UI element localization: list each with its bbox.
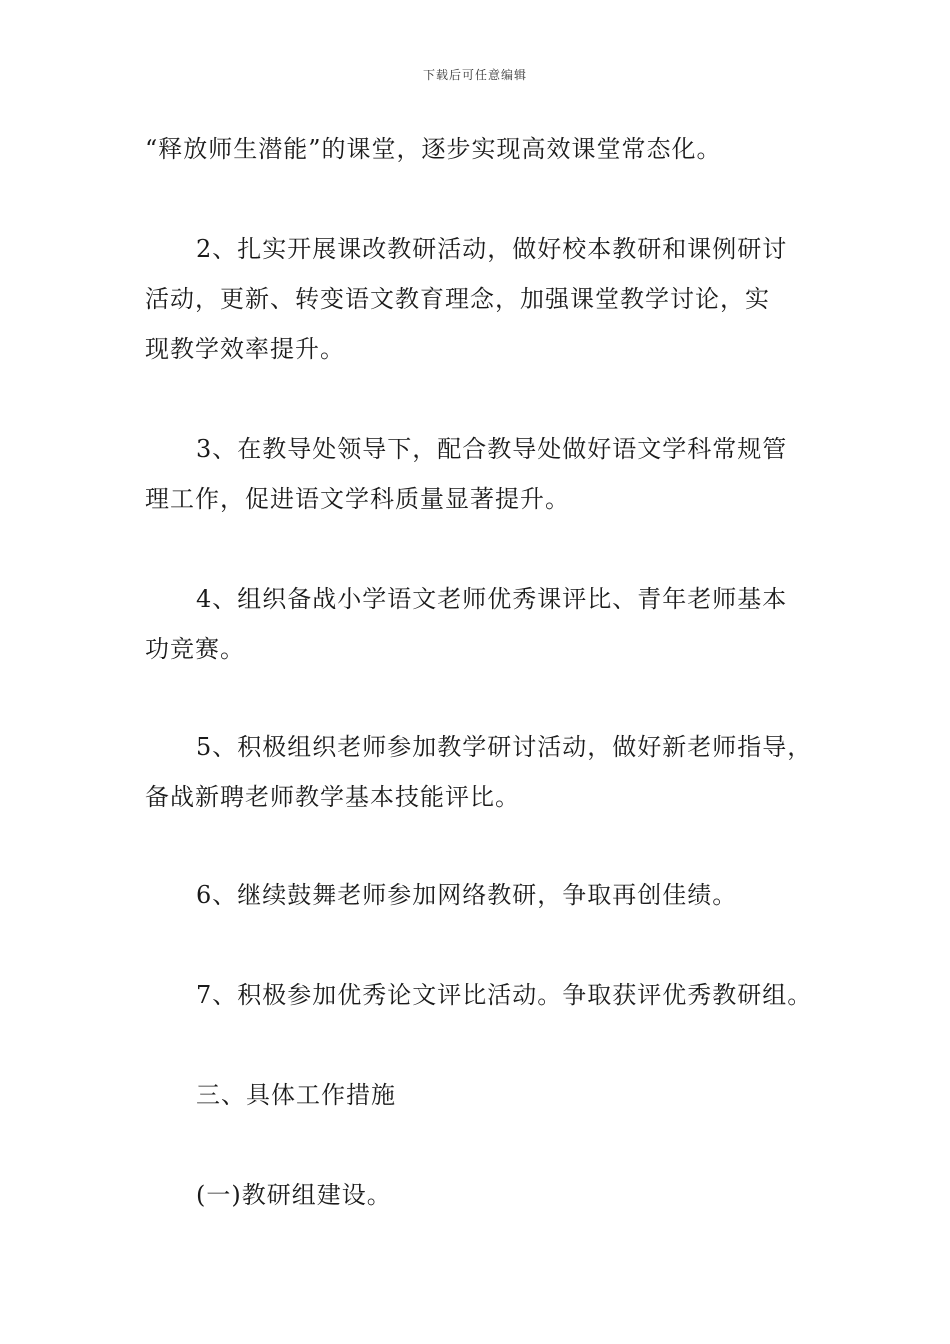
paragraph-line: 活动，更新、转变语文教育理念，加强课堂教学讨论，实 bbox=[145, 285, 770, 313]
paragraph-line: 6、继续鼓舞老师参加网络教研，争取再创佳绩。 bbox=[196, 881, 738, 909]
paragraph-line: 功竞赛。 bbox=[145, 635, 245, 663]
paragraph-line: 4、组织备战小学语文老师优秀课评比、青年老师基本 bbox=[196, 585, 788, 613]
section-heading: 三、具体工作措施 bbox=[196, 1081, 396, 1109]
paragraph-line: 5、积极组织老师参加教学研讨活动，做好新老师指导， bbox=[196, 733, 813, 761]
paragraph-line: 备战新聘老师教学基本技能评比。 bbox=[145, 783, 520, 811]
paragraph-line: “释放师生潜能”的课堂，逐步实现高效课堂常态化。 bbox=[145, 135, 722, 163]
paragraph-line: 3、在教导处领导下，配合教导处做好语文学科常规管 bbox=[196, 435, 788, 463]
paragraph-line: 7、积极参加优秀论文评比活动。争取获评优秀教研组。 bbox=[196, 981, 813, 1009]
header-note: 下载后可任意编辑 bbox=[422, 68, 527, 82]
paragraph-line: 理工作，促进语文学科质量显著提升。 bbox=[145, 485, 570, 513]
paragraph-line: 2、扎实开展课改教研活动，做好校本教研和课例研讨 bbox=[196, 235, 788, 263]
paragraph-line: 现教学效率提升。 bbox=[145, 335, 345, 363]
subsection-heading: (一)教研组建设。 bbox=[196, 1181, 392, 1209]
